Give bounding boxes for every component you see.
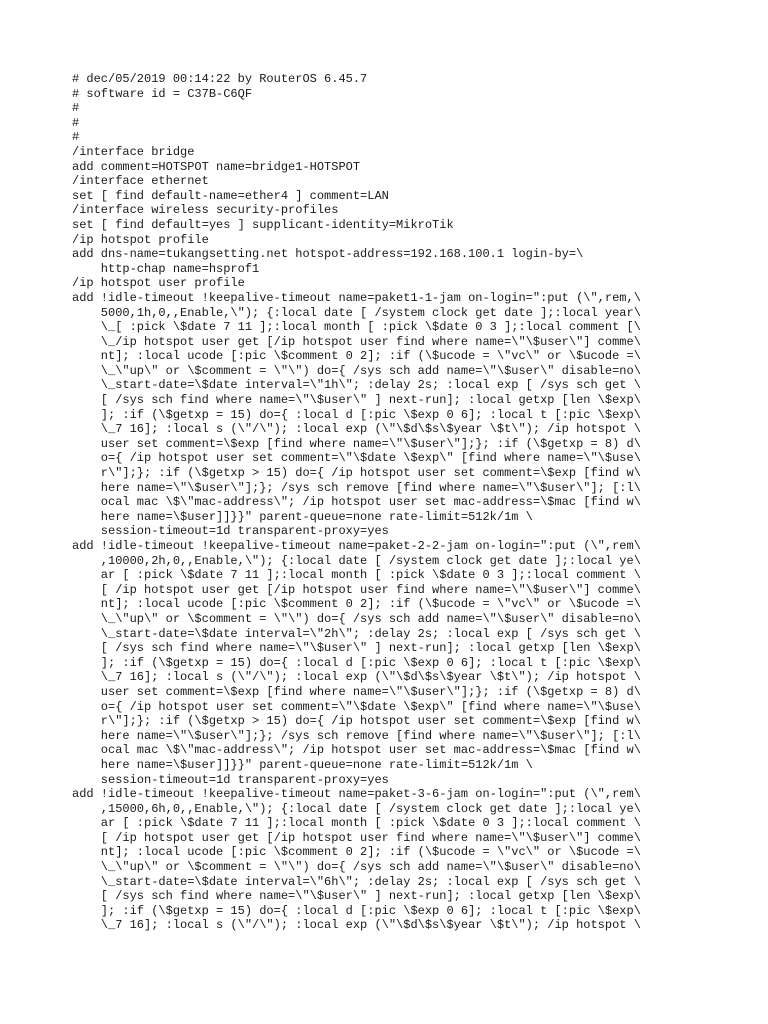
config-line: add dns-name=tukangsetting.net hotspot-address=192.168.100.1 login-by=\: [72, 247, 584, 262]
config-line: [ /sys sch find where name=\"\$user\" ] next-run]; :local getxp [len \$exp\: [72, 641, 641, 656]
config-line: ]; :if (\$getxp = 15) do={ :local d [:pic \$exp 0 6]; :local t [:pic \$exp\: [72, 903, 641, 918]
config-line: add !idle-timeout !keepalive-timeout name=paket1-1-jam on-login=":put (\",rem,\: [72, 290, 641, 305]
config-line: [ /sys sch find where name=\"\$user\" ] next-run]; :local getxp [len \$exp\: [72, 889, 641, 904]
config-line: #: [72, 101, 80, 116]
config-line: \_7 16]; :local s (\"/\"); :local exp (\"\$d\$s\$year \$t\"); /ip hotspot \: [72, 422, 641, 437]
config-line: user set comment=\$exp [find where name=\"\$user\"];}; :if (\$getxp = 8) d\: [72, 684, 641, 699]
config-line: session-timeout=1d transparent-proxy=yes: [72, 772, 389, 787]
config-line: ar [ :pick \$date 7 11 ];:local month [ :pick \$date 0 3 ];:local comment \: [72, 816, 641, 831]
config-line: /interface wireless security-profiles: [72, 203, 339, 218]
config-line: [ /ip hotspot user get [/ip hotspot user find where name=\"\$user\"] comme\: [72, 830, 641, 845]
config-line: \_start-date=\$date interval=\"2h\"; :delay 2s; :local exp [ /sys sch get \: [72, 626, 641, 641]
config-line: o={ /ip hotspot user set comment=\"\$date \$exp\" [find where name=\"\$use\: [72, 699, 641, 714]
config-line: nt]; :local ucode [:pic \$comment 0 2]; :if (\$ucode = \"vc\" or \$ucode =\: [72, 597, 641, 612]
config-line: \_/ip hotspot user get [/ip hotspot user find where name=\"\$user\"] comme\: [72, 334, 641, 349]
config-line: ocal mac \$\"mac-address\"; /ip hotspot user set mac-address=\$mac [find w\: [72, 743, 641, 758]
config-line: here name=\"\$user\"];}; /sys sch remove [find where name=\"\$user\"]; [:l\: [72, 728, 641, 743]
config-line: o={ /ip hotspot user set comment=\"\$date \$exp\" [find where name=\"\$use\: [72, 451, 641, 466]
config-line: r\"];}; :if (\$getxp > 15) do={ /ip hotspot user set comment=\$exp [find w\: [72, 714, 641, 729]
config-line: /ip hotspot profile: [72, 232, 209, 247]
config-line: ]; :if (\$getxp = 15) do={ :local d [:pic \$exp 0 6]; :local t [:pic \$exp\: [72, 407, 641, 422]
config-line: add !idle-timeout !keepalive-timeout name=paket-3-6-jam on-login=":put (\",rem\: [72, 787, 641, 802]
config-line: #: [72, 115, 80, 130]
config-line: here name=\"\$user\"];}; /sys sch remove [find where name=\"\$user\"]; [:l\: [72, 480, 641, 495]
config-line: set [ find default=yes ] supplicant-identity=MikroTik: [72, 217, 454, 232]
config-line: user set comment=\$exp [find where name=\"\$user\"];}; :if (\$getxp = 8) d\: [72, 436, 641, 451]
config-line: \_7 16]; :local s (\"/\"); :local exp (\"\$d\$s\$year \$t\"); /ip hotspot \: [72, 918, 641, 933]
config-line: add !idle-timeout !keepalive-timeout name=paket-2-2-jam on-login=":put (\",rem\: [72, 539, 641, 553]
config-line: ar [ :pick \$date 7 11 ];:local month [ :pick \$date 0 3 ];:local comment \: [72, 568, 641, 583]
config-line: http-chap name=hsprof1: [72, 261, 260, 276]
config-line: here name=\$user]]}}" parent-queue=none rate-limit=512k/1m \: [72, 509, 533, 524]
config-line: \_\"up\" or \$comment = \"\") do={ /sys sch add name=\"\$user\" disable=no\: [72, 860, 641, 875]
config-line: nt]; :local ucode [:pic \$comment 0 2]; :if (\$ucode = \"vc\" or \$ucode =\: [72, 349, 641, 364]
config-line: /interface bridge: [72, 144, 195, 159]
config-line: ,10000,2h,0,,Enable,\"); {:local date [ /system clock get date ];:local ye\: [72, 553, 641, 568]
config-line: \_\"up\" or \$comment = \"\") do={ /sys sch add name=\"\$user\" disable=no\: [72, 611, 641, 626]
config-line: add comment=HOTSPOT name=bridge1-HOTSPOT: [72, 159, 361, 174]
config-line: here name=\$user]]}}" parent-queue=none rate-limit=512k/1m \: [72, 757, 533, 772]
config-line: 5000,1h,0,,Enable,\"); {:local date [ /system clock get date ];:local year\: [72, 305, 641, 320]
config-line: ocal mac \$\"mac-address\"; /ip hotspot user set mac-address=\$mac [find w\: [72, 495, 641, 510]
config-line: session-timeout=1d transparent-proxy=yes: [72, 524, 389, 539]
config-line: \_start-date=\$date interval=\"6h\"; :delay 2s; :local exp [ /sys sch get \: [72, 874, 641, 889]
config-line: /interface ethernet: [72, 174, 209, 189]
config-line: ,15000,6h,0,,Enable,\"); {:local date [ /system clock get date ];:local ye\: [72, 801, 641, 816]
config-line: # software id = C37B-C6QF: [72, 86, 253, 101]
config-line: r\"];}; :if (\$getxp > 15) do={ /ip hotspot user set comment=\$exp [find w\: [72, 466, 641, 481]
config-line: nt]; :local ucode [:pic \$comment 0 2]; :if (\$ucode = \"vc\" or \$ucode =\: [72, 845, 641, 860]
config-line: /ip hotspot user profile: [72, 276, 245, 291]
config-document: [72, 72, 692, 933]
config-line: \_\"up\" or \$comment = \"\") do={ /sys sch add name=\"\$user\" disable=no\: [72, 363, 641, 378]
config-line: #: [72, 130, 80, 145]
config-line: \_7 16]; :local s (\"/\"); :local exp (\"\$d\$s\$year \$t\"); /ip hotspot \: [72, 670, 641, 685]
config-line: [ /sys sch find where name=\"\$user\" ] next-run]; :local getxp [len \$exp\: [72, 393, 641, 408]
config-line: [ /ip hotspot user get [/ip hotspot user find where name=\"\$user\"] comme\: [72, 582, 641, 597]
config-line: set [ find default-name=ether4 ] comment=LAN: [72, 188, 389, 203]
config-line: \_start-date=\$date interval=\"1h\"; :delay 2s; :local exp [ /sys sch get \: [72, 378, 641, 393]
config-line: \_[ :pick \$date 7 11 ];:local month [ :pick \$date 0 3 ];:local comment [\: [72, 320, 641, 335]
config-line: ]; :if (\$getxp = 15) do={ :local d [:pic \$exp 0 6]; :local t [:pic \$exp\: [72, 655, 641, 670]
config-line: # dec/05/2019 00:14:22 by RouterOS 6.45.7: [72, 72, 368, 86]
